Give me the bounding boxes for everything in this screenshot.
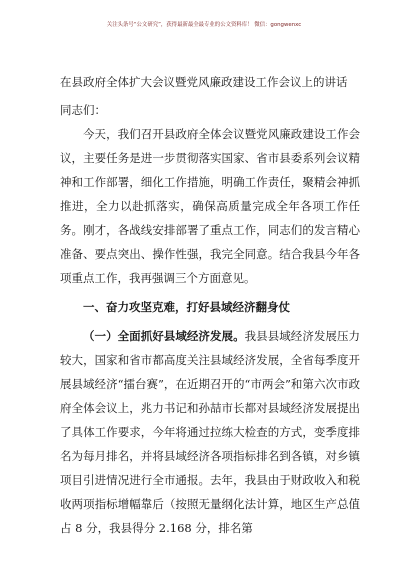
- intro-paragraph: 今天，我们召开县政府全体会议暨党风廉政建设工作会议，主要任务是进一步贯彻落实国家、省市县委系列会议精神和工作部署，细化工作措施，明确工作责任，聚精会神抓推进，全力以赴抓落实，确保高质量完成全年各项工作任务。刚才，各战线安排部署了重点工作，同志们的发言精心准备、要点突出、操作性强，我完全同意。结合我县今年各项重点工作，我再强调三个方面意见。: [60, 127, 360, 285]
- subsection-paragraph: [60, 324, 360, 540]
- document-body: [60, 70, 360, 540]
- header-banner: 关注头条号“公文研究”，获得最新最全最专业的公文资料库！ 微信：gongwenxc: [106, 22, 302, 28]
- document-title: 在县政府全体扩大会议暨党风廉政建设工作会议上的讲话: [60, 75, 348, 89]
- subsection-heading: （一）全面抓好县域经济发展。: [83, 329, 245, 343]
- subsection-body: 我县县域经济发展压力较大，国家和省市都高度关注县域经济发展，全省每季度开展县域经济“擂台赛”，在近期召开的“市两会”和第六次市政府全体会议上，兆力书记和孙喆市长都对县域经济发展提出了具体工作要求，今年将通过拉练大检查的方式，变季度排名为每月排名，并将县域经济各项指标排名到各镇，对乡镇项目引进情况进行全市通报。去年，我县由于财政收入和税收两项指标增幅靠后（按照无量纲化法计算，地区生产总值占 8 分，我县得分 2.168 分，排名第: [60, 329, 360, 535]
- salutation: 同志们：: [60, 103, 106, 117]
- section-heading: 一、奋力攻坚克难，打好县域经济翻身仗: [83, 300, 290, 314]
